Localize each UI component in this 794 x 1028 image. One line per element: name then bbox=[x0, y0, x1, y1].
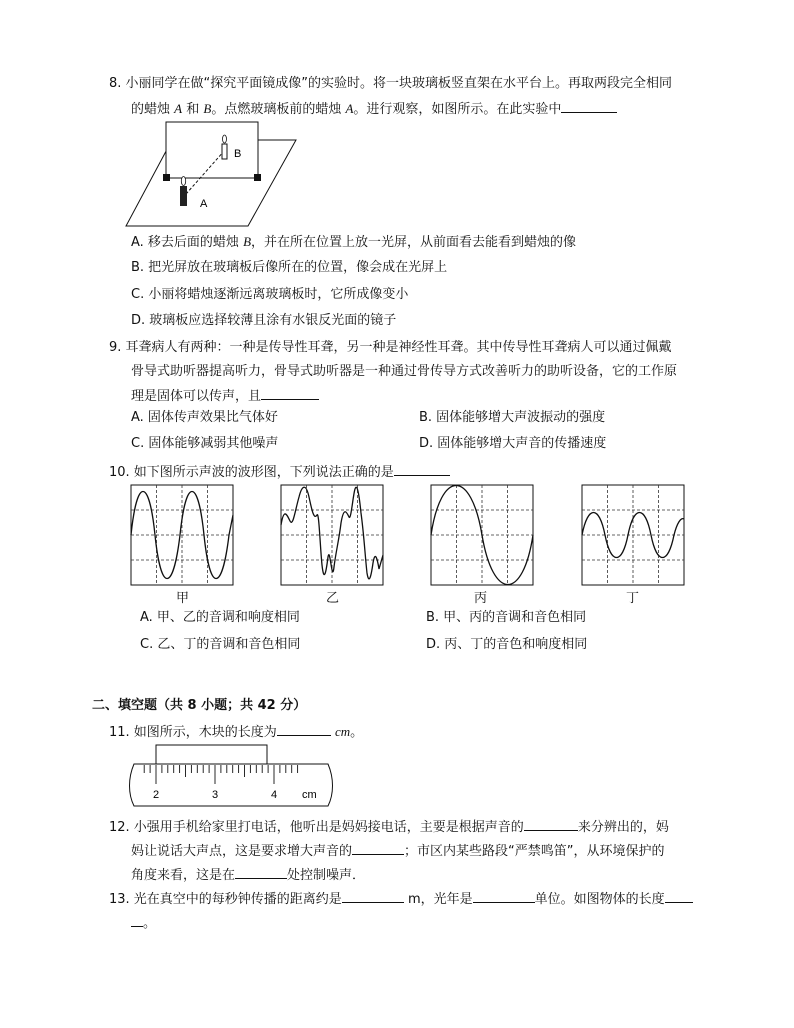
ruler-unit: cm bbox=[302, 789, 317, 801]
q8-mirror-figure bbox=[120, 118, 300, 230]
wave-bing bbox=[431, 485, 533, 585]
q13-blank-1[interactable] bbox=[342, 889, 404, 903]
q8-option-b[interactable]: B. 把光屏放在玻璃板后像所在的位置，像会成在光屏上 bbox=[131, 260, 448, 275]
q8-option-d[interactable]: D. 玻璃板应选择较薄且涂有水银反光面的镜子 bbox=[131, 313, 397, 328]
q11-text: 11. 如图所示，木块的长度为 bbox=[109, 725, 277, 740]
wave-label-bing: 丙 bbox=[474, 591, 488, 606]
q8-text: 。进行观察，如图所示。在此实验中 bbox=[353, 102, 562, 117]
q11-ruler-figure bbox=[128, 744, 334, 810]
q8-stem-line1: 8. 小丽同学在做“探究平面镜成像”的实验时。将一块玻璃板竖直架在水平台上。再取两段完全相同 bbox=[109, 76, 673, 91]
q9-text: 理是固体可以传声，且 bbox=[131, 389, 262, 404]
q9-stem-line1: 9. 耳聋病人有两种：一种是传导性耳聋，另一种是神经性耳聋。其中传导性耳聋病人可以通过佩戴 bbox=[109, 340, 672, 355]
q9-option-b[interactable]: B. 固体能够增大声波振动的强度 bbox=[419, 410, 606, 425]
q11-answer-blank[interactable] bbox=[277, 722, 331, 736]
q10-option-c[interactable]: C. 乙、丁的音调和音色相同 bbox=[140, 637, 301, 652]
q8-text: ，并在所在位置上放一光屏，从前面看去能看到蜡烛的像 bbox=[251, 235, 577, 250]
q12-text: 妈让说话大声点，这是要求增大声音的 bbox=[131, 844, 353, 859]
q13-blank-3b[interactable] bbox=[131, 913, 143, 927]
q12-text: ；市区内某些路段“严禁鸣笛”，从环境保护的 bbox=[404, 844, 665, 859]
q12-blank-1[interactable] bbox=[524, 817, 578, 831]
label-a: A bbox=[200, 198, 208, 210]
q8-var-a2: A bbox=[345, 101, 354, 116]
q11-text: 。 bbox=[350, 725, 364, 740]
q10-option-d[interactable]: D. 丙、丁的音色和响度相同 bbox=[426, 637, 588, 652]
candle-a bbox=[180, 186, 187, 206]
wood-block bbox=[156, 745, 267, 765]
q9-option-c[interactable]: C. 固体能够减弱其他噪声 bbox=[131, 436, 279, 451]
q9-stem-line2: 骨导式助听器提高听力，骨导式助听器是一种通过骨传导方式改善听力的助听设备，它的工作原 bbox=[131, 364, 678, 379]
q8-var-b: B bbox=[203, 101, 212, 116]
label-b: B bbox=[234, 148, 242, 160]
q8-stem-line2 bbox=[131, 99, 617, 119]
q10-option-a[interactable]: A. 甲、乙的音调和响度相同 bbox=[140, 610, 300, 625]
q9-answer-blank[interactable] bbox=[261, 386, 319, 400]
ruler-tick-2: 2 bbox=[153, 789, 160, 801]
q8-text: 。点燃玻璃板前的蜡烛 bbox=[211, 102, 346, 117]
q10-stem-line1 bbox=[109, 462, 450, 482]
wave-yi bbox=[281, 485, 383, 585]
wave-label-ding: 丁 bbox=[626, 591, 640, 606]
q12-stem-line1 bbox=[109, 817, 669, 837]
q10-option-b[interactable]: B. 甲、丙的音调和音色相同 bbox=[426, 610, 587, 625]
q12-text: 处控制噪声． bbox=[287, 868, 366, 883]
q13-stem-line2 bbox=[131, 913, 156, 933]
wave-jia bbox=[131, 485, 233, 585]
q8-text: 的蜡烛 bbox=[131, 102, 175, 117]
q8-answer-blank[interactable] bbox=[561, 99, 617, 113]
section-title: 二、填空题（共 8 小题；共 42 分） bbox=[92, 698, 307, 713]
q12-text: 来分辨出的，妈 bbox=[577, 820, 669, 835]
q12-stem-line3 bbox=[131, 865, 365, 885]
q9-stem-line3 bbox=[131, 386, 319, 406]
ruler-tick-3: 3 bbox=[212, 789, 219, 801]
wave-label-yi: 乙 bbox=[326, 591, 340, 606]
q12-blank-3[interactable] bbox=[235, 865, 287, 879]
q12-stem-line2 bbox=[131, 841, 665, 861]
q8-text: 和 bbox=[182, 102, 204, 117]
q13-text: 单位。如图物体的长度 bbox=[534, 892, 665, 907]
q10-answer-blank[interactable] bbox=[394, 462, 450, 476]
glass-plate bbox=[166, 122, 258, 178]
q8-var: B bbox=[243, 234, 252, 249]
q9-option-d[interactable]: D. 固体能够增大声音的传播速度 bbox=[419, 436, 607, 451]
q8-var-a: A bbox=[174, 101, 183, 116]
q8-option-c[interactable]: C. 小丽将蜡烛逐渐远离玻璃板时，它所成像变小 bbox=[131, 287, 409, 302]
q12-text: 角度来看，这是在 bbox=[131, 868, 236, 883]
q10-text: 10. 如下图所示声波的波形图，下列说法正确的是 bbox=[109, 465, 394, 480]
q8-option-a[interactable] bbox=[131, 233, 576, 252]
q9-option-a[interactable]: A. 固体传声效果比气体好 bbox=[131, 410, 278, 425]
ruler-tick-4: 4 bbox=[271, 789, 278, 801]
q13-text: m，光年是 bbox=[403, 892, 473, 907]
q12-blank-2[interactable] bbox=[352, 841, 404, 855]
q13-stem-line1 bbox=[109, 889, 693, 909]
q13-text: 13. 光在真空中的每秒钟传播的距离约是 bbox=[109, 892, 342, 907]
candle-b bbox=[222, 144, 227, 159]
q13-text: 。 bbox=[143, 916, 157, 931]
wave-ding bbox=[582, 485, 684, 585]
q8-text: A. 移去后面的蜡烛 bbox=[131, 235, 244, 250]
q12-text: 12. 小强用手机给家里打电话，他听出是妈妈接电话，主要是根据声音的 bbox=[109, 820, 524, 835]
clamp-left bbox=[163, 174, 170, 181]
q11-unit: cm bbox=[334, 724, 351, 739]
wave-label-jia: 甲 bbox=[176, 591, 190, 606]
clamp-right bbox=[254, 174, 261, 181]
q13-blank-3a[interactable] bbox=[665, 889, 693, 903]
q11-stem bbox=[109, 722, 363, 742]
q13-blank-2[interactable] bbox=[473, 889, 535, 903]
